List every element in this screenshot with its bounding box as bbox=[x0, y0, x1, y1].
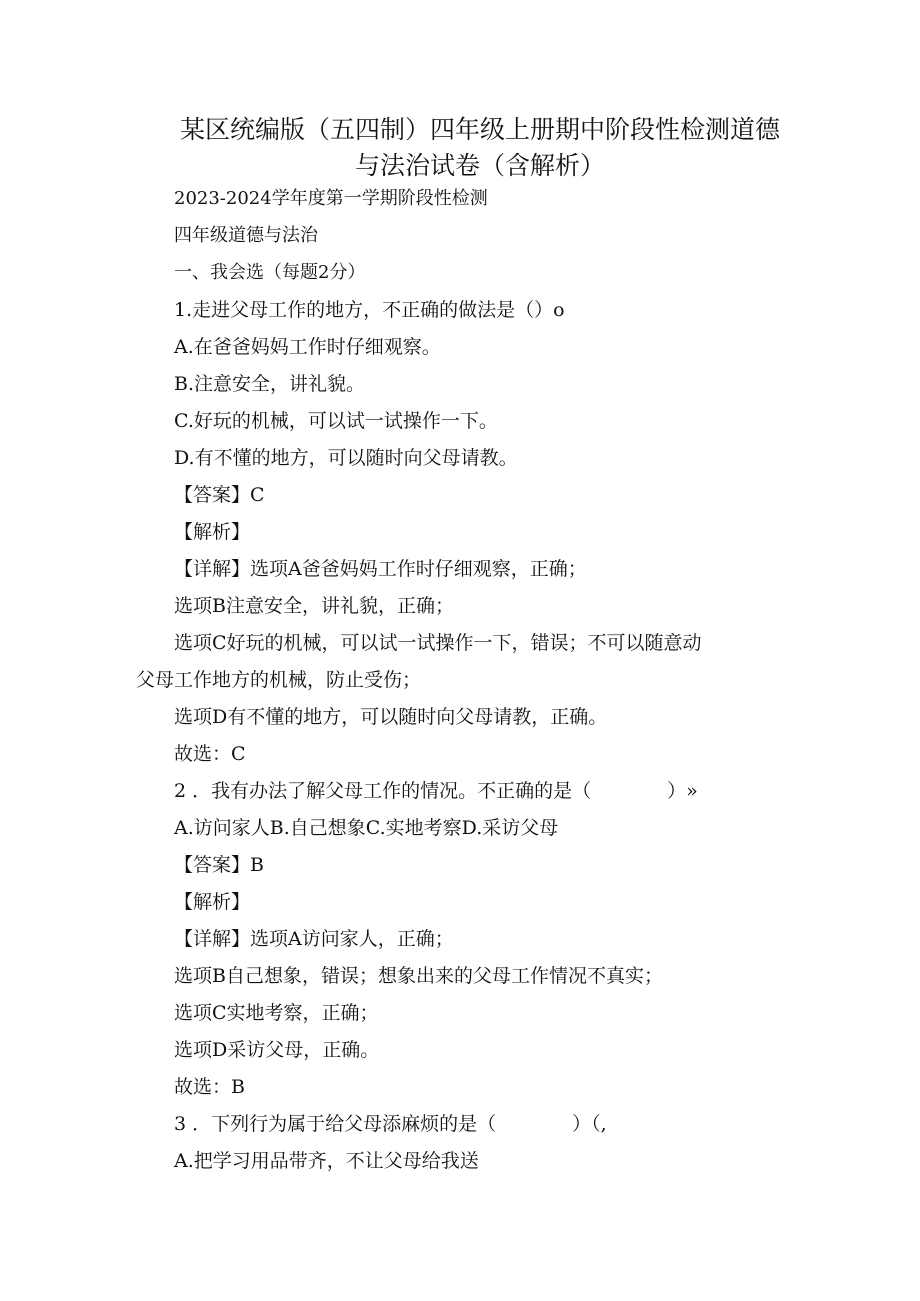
q1-option-d: D.有不懂的地方，可以随时向父母请教。 bbox=[174, 447, 518, 469]
q1-detail-c-continued: 父母工作地方的机械，防止受伤； bbox=[136, 669, 422, 691]
q2-options: A.访问家人B.自己想象C.实地考察D.采访父母 bbox=[174, 817, 559, 839]
question-1: 1.走进父母工作的地方，不正确的做法是（）o bbox=[174, 299, 565, 321]
q1-option-a: A.在爸爸妈妈工作时仔细观察。 bbox=[174, 336, 441, 358]
q1-option-b: B.注意安全，讲礼貌。 bbox=[174, 373, 366, 395]
q1-final-choice: 故选：C bbox=[174, 743, 246, 765]
section-heading: 一、我会选（每题2分） bbox=[174, 262, 366, 283]
q2-detail-c: 选项C实地考察，正确； bbox=[174, 1002, 379, 1024]
q1-detail-c: 选项C好玩的机械，可以试一试操作一下，错误；不可以随意动 bbox=[174, 632, 702, 654]
question-3: 3 ．下列行为属于给父母添麻烦的是（ ）（, bbox=[174, 1113, 607, 1135]
q2-detail-b: 选项B自己想象，错误；想象出来的父母工作情况不真实； bbox=[174, 965, 663, 987]
q2-answer: 【答案】B bbox=[174, 854, 264, 876]
document-title bbox=[120, 112, 840, 184]
title-line-1: 某区统编版（五四制）四年级上册期中阶段性检测道德 bbox=[179, 115, 780, 144]
q1-answer: 【答案】C bbox=[174, 484, 265, 506]
grade-subject-heading: 四年级道德与法治 bbox=[174, 225, 318, 246]
title-line-2: 与法治试卷（含解析） bbox=[354, 151, 605, 180]
q1-detail-b: 选项B注意安全，讲礼貌，正确； bbox=[174, 595, 454, 617]
term-heading: 2023-2024学年度第一学期阶段性检测 bbox=[174, 188, 488, 209]
q2-analysis-label: 【解析】 bbox=[174, 891, 251, 913]
q2-final-choice: 故选：B bbox=[174, 1076, 245, 1098]
q3-option-a: A.把学习用品带齐，不让父母给我送 bbox=[174, 1150, 479, 1172]
q2-detail-a: 【详解】选项A访问家人，正确； bbox=[174, 928, 454, 950]
q1-detail-d: 选项D有不懂的地方，可以随时向父母请教，正确。 bbox=[174, 706, 608, 728]
q1-option-c: C.好玩的机械，可以试一试操作一下。 bbox=[174, 410, 498, 432]
q1-detail-a: 【详解】选项A爸爸妈妈工作时仔细观察，正确； bbox=[174, 558, 587, 580]
q1-analysis-label: 【解析】 bbox=[174, 521, 251, 543]
q2-detail-d: 选项D采访父母，正确。 bbox=[174, 1039, 380, 1061]
question-2: 2 ．我有办法了解父母工作的情况。不正确的是（ ）» bbox=[174, 780, 698, 802]
